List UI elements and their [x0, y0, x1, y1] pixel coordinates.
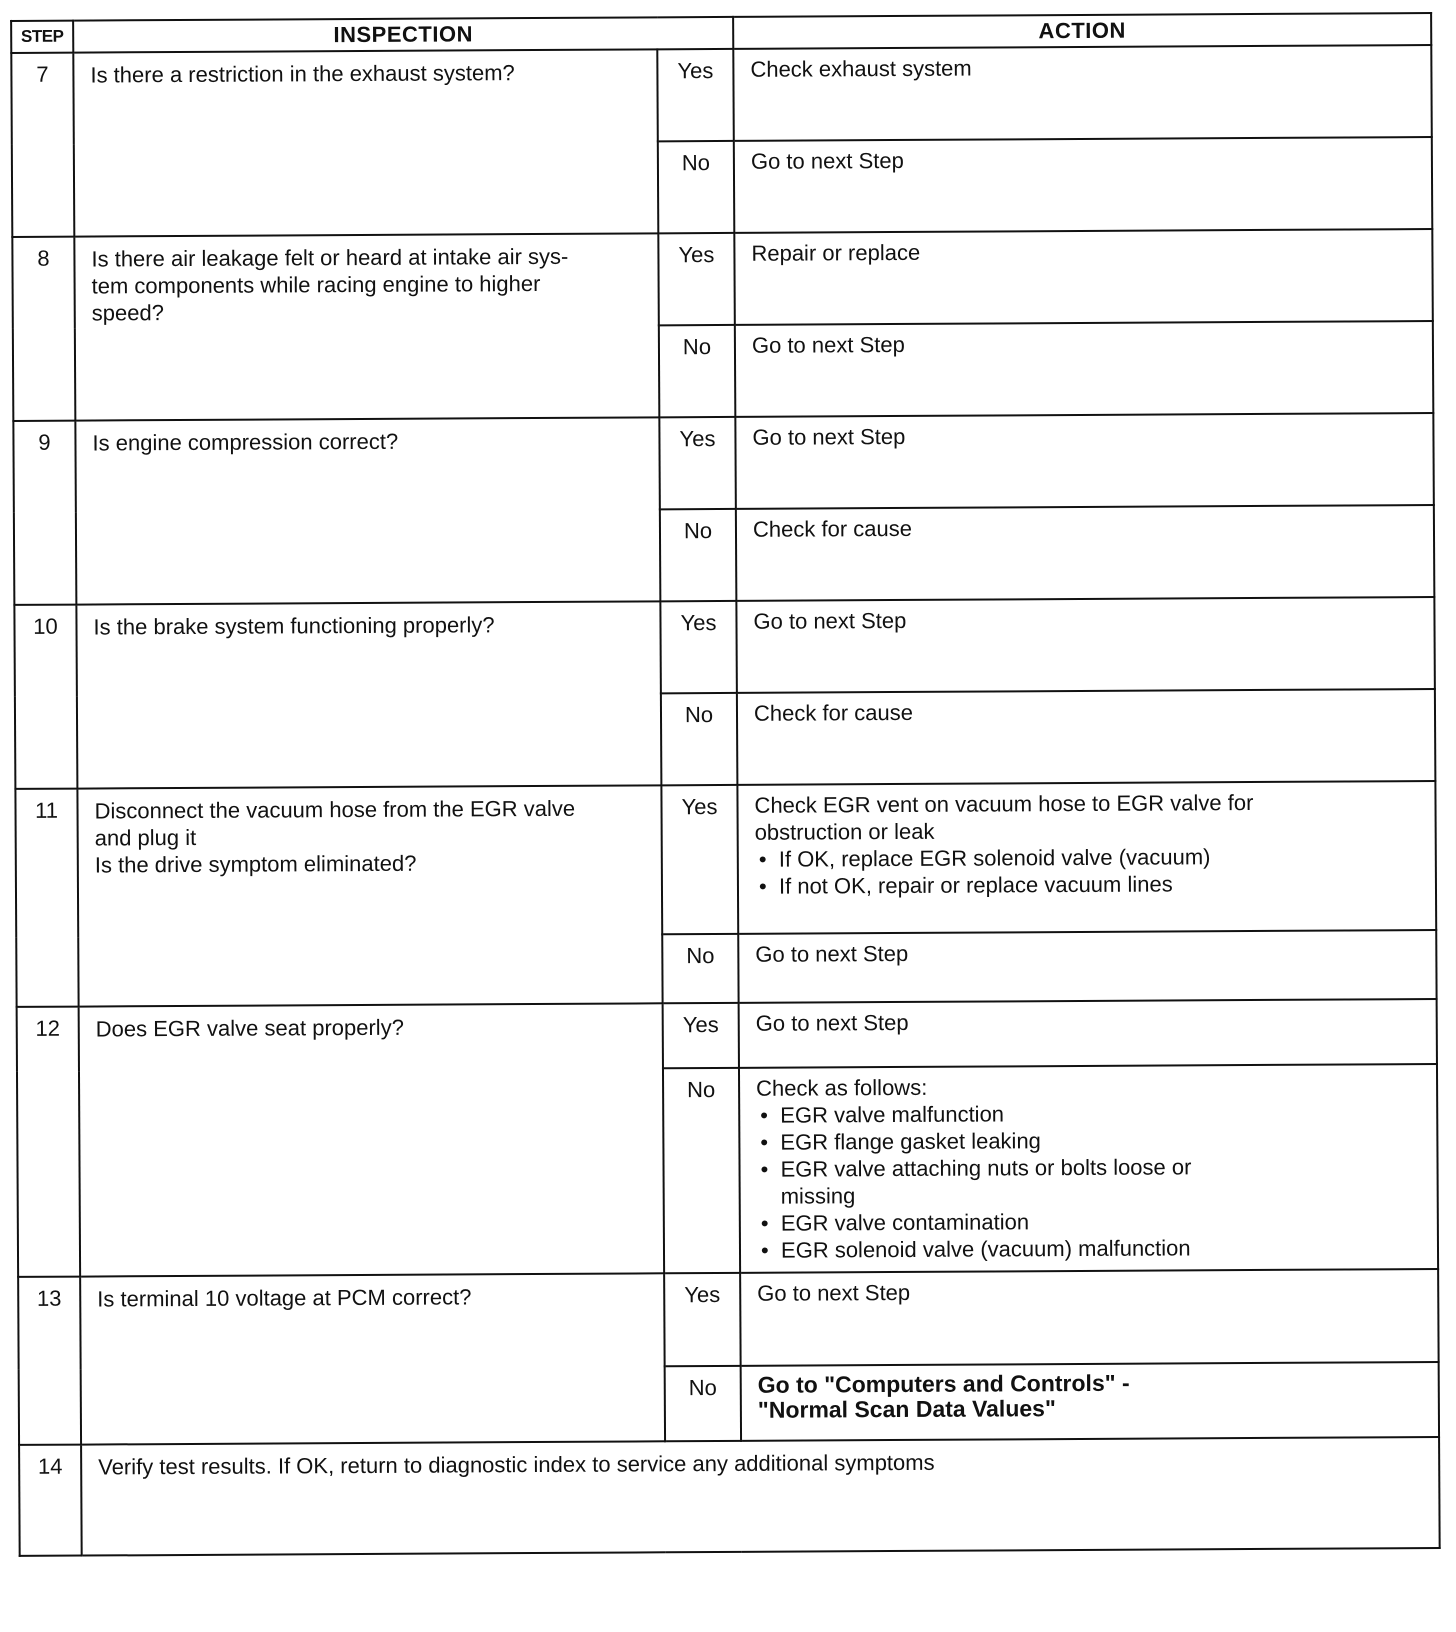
action-line: Go to next Step — [752, 423, 906, 450]
action-line: Go to next Step — [757, 1279, 911, 1306]
cross-reference-line: Go to "Computers and Controls" - — [757, 1369, 1130, 1398]
inspection-column-header: INSPECTION — [73, 17, 733, 53]
action-bullet: • If OK, replace EGR solenoid valve (vacuum) — [755, 842, 1425, 873]
question-line: tem components while racing engine to higher — [91, 270, 541, 299]
no-action — [739, 1064, 1438, 1273]
cross-reference-line: "Normal Scan Data Values" — [757, 1395, 1056, 1423]
final-instruction: Verify test results. If OK, return to diagnostic index to service any additional symptoms — [81, 1437, 1440, 1556]
question-line: Disconnect the vacuum hose from the EGR valve — [94, 795, 576, 824]
yes-action — [739, 999, 1437, 1068]
question-line: Is the drive symptom eliminated? — [94, 850, 417, 878]
yes-action — [733, 45, 1432, 141]
yes-action — [737, 781, 1436, 934]
yes-action — [740, 1269, 1439, 1366]
step-9-yes-row — [13, 413, 1433, 513]
no-label: No — [663, 1068, 740, 1273]
no-label: No — [665, 1366, 741, 1441]
question-line: Is terminal 10 voltage at PCM correct? — [97, 1284, 472, 1312]
question-line: Is there air leakage felt or heard at intake air sys- — [91, 243, 569, 272]
step-number: 13 — [18, 1277, 81, 1445]
step-column-header: STEP — [11, 21, 73, 53]
action-bullet-list — [755, 842, 1425, 900]
question-line: Is the brake system functioning properly? — [93, 612, 495, 640]
question-line: Is there a restriction in the exhaust system? — [90, 60, 515, 88]
step-7-yes-row — [11, 45, 1431, 145]
inspection-question — [75, 417, 660, 604]
step-12-yes-row — [17, 999, 1437, 1072]
step-number: 7 — [11, 53, 74, 237]
question-line: Does EGR valve seat properly? — [95, 1014, 404, 1042]
step-11-yes-row — [15, 781, 1436, 938]
yes-label: Yes — [664, 1273, 741, 1366]
no-action — [741, 1362, 1439, 1441]
action-line: Go to next Step — [753, 607, 907, 634]
action-line: obstruction or leak — [754, 818, 935, 845]
step-number: 8 — [12, 237, 75, 421]
action-line: Go to next Step — [755, 1009, 909, 1036]
no-label: No — [659, 325, 736, 417]
action-line: Go to next Step — [755, 940, 909, 967]
inspection-question — [73, 49, 658, 236]
action-line: Repair or replace — [751, 239, 921, 266]
action-line: Check EGR vent on vacuum hose to EGR valve for — [754, 790, 1254, 818]
inspection-question — [79, 1003, 664, 1276]
yes-label: Yes — [659, 417, 736, 509]
step-13-yes-row — [18, 1269, 1438, 1370]
inspection-question — [76, 601, 661, 788]
step-number: 14 — [19, 1445, 82, 1556]
action-line: Check for cause — [753, 699, 914, 726]
no-action — [736, 505, 1435, 601]
yes-action — [734, 229, 1433, 325]
diagnostic-table — [10, 12, 1441, 1557]
action-column-header: ACTION — [733, 13, 1431, 49]
no-action — [738, 930, 1436, 1003]
action-bullet: • EGR valve attaching nuts or bolts loose or missing — [756, 1153, 1260, 1210]
action-bullet: • EGR solenoid valve (vacuum) malfunction — [757, 1233, 1427, 1264]
inspection-question — [74, 233, 659, 420]
step-number: 9 — [13, 421, 76, 605]
inspection-question — [77, 785, 662, 1006]
no-label: No — [660, 509, 737, 601]
yes-label: Yes — [660, 601, 737, 693]
yes-label: Yes — [657, 49, 734, 141]
inspection-question — [80, 1273, 665, 1444]
action-bullet-list — [756, 1098, 1427, 1264]
yes-action — [736, 597, 1435, 693]
step-number: 11 — [15, 789, 78, 1007]
no-label: No — [661, 693, 738, 785]
action-line: Go to next Step — [750, 147, 904, 174]
no-action — [734, 137, 1433, 233]
step-number: 12 — [17, 1007, 81, 1277]
question-line: and plug it — [94, 824, 197, 851]
question-line: Is engine compression correct? — [92, 428, 399, 456]
yes-label: Yes — [661, 785, 738, 934]
action-bullet: • EGR valve contamination — [757, 1206, 1427, 1237]
action-bullet: • EGR flange gasket leaking — [756, 1125, 1426, 1156]
yes-action — [735, 413, 1434, 509]
step-14-row — [19, 1437, 1440, 1556]
yes-label: Yes — [658, 233, 735, 325]
yes-label: Yes — [663, 1003, 739, 1068]
step-10-yes-row — [14, 597, 1434, 697]
action-line: Check exhaust system — [750, 55, 972, 82]
action-bullet: • If not OK, repair or replace vacuum lines — [755, 869, 1425, 900]
action-line: Check for cause — [752, 515, 913, 542]
no-label: No — [658, 141, 735, 233]
action-line: Go to next Step — [751, 331, 905, 358]
no-action — [735, 321, 1434, 417]
no-label: No — [662, 934, 738, 1003]
no-action — [737, 689, 1436, 785]
action-bullet: • EGR valve malfunction — [756, 1098, 1426, 1129]
action-line: Check as follows: — [756, 1074, 928, 1101]
question-line: speed? — [91, 300, 165, 326]
step-number: 10 — [14, 605, 77, 789]
step-8-yes-row — [12, 229, 1432, 329]
